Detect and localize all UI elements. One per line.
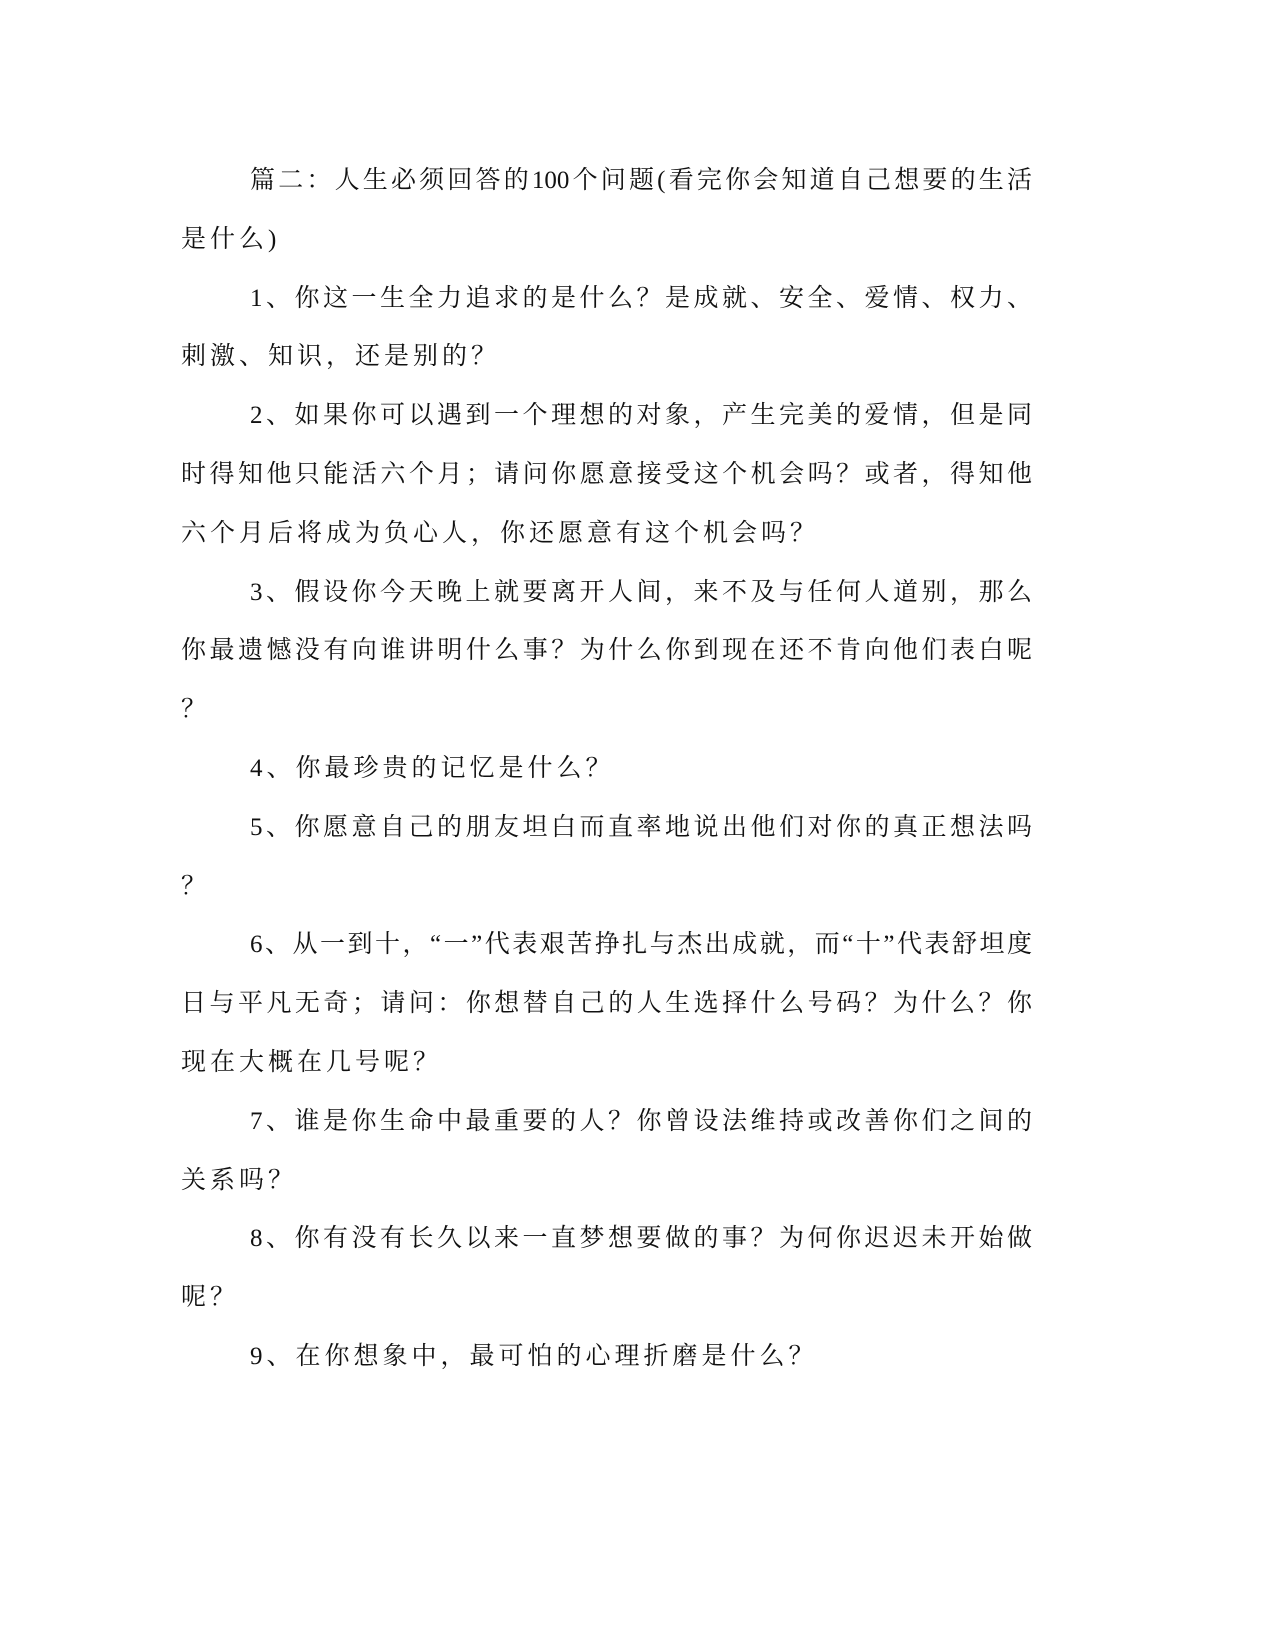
question-line: 9、在你想象中，最可怕的心理折磨是什么？ [250, 1342, 818, 1370]
question-line: ？ [181, 696, 211, 724]
question-line: 六个月后将成为负心人，你还愿意有这个机会吗？ [181, 519, 820, 547]
question-5 [181, 799, 1032, 917]
question-line: 日与平凡无奇；请问：你想替自己的人生选择什么号码？为什么？你 [181, 990, 1032, 1018]
question-line: 关系吗？ [181, 1166, 298, 1194]
question-line: 时得知他只能活六个月；请问你愿意接受这个机会吗？或者，得知他 [181, 460, 1032, 488]
question-line: 7、谁是你生命中最重要的人？你曾设法维持或改善你们之间的 [250, 1107, 1032, 1135]
question-line: 2、如果你可以遇到一个理想的对象，产生完美的爱情，但是同 [250, 402, 1032, 430]
question-2 [181, 387, 1032, 563]
question-line: ？ [181, 872, 211, 900]
question-8 [181, 1210, 1032, 1328]
title-line: 是什么) [181, 225, 281, 253]
question-1 [181, 270, 1032, 388]
question-line: 呢？ [181, 1284, 240, 1312]
title-line: 篇二：人生必须回答的100个问题(看完你会知道自己想要的生活 [250, 167, 1032, 194]
question-line: 你最遗憾没有向谁讲明什么事？为什么你到现在还不肯向他们表白呢 [181, 637, 1032, 665]
question-line: 4、你最珍贵的记忆是什么？ [250, 754, 615, 782]
question-line: 5、你愿意自己的朋友坦白而直率地说出他们对你的真正想法吗 [250, 813, 1032, 841]
question-3 [181, 564, 1032, 740]
question-6 [181, 916, 1032, 1092]
question-line: 1、你这一生全力追求的是什么？是成就、安全、爱情、权力、 [250, 284, 1032, 312]
question-line: 3、假设你今天晚上就要离开人间，来不及与任何人道别，那么 [250, 578, 1032, 606]
document-page [181, 152, 1032, 1387]
question-4 [181, 740, 1032, 799]
question-line: 8、你有没有长久以来一直梦想要做的事？为何你迟迟未开始做 [250, 1225, 1032, 1253]
question-line: 6、从一到十，“一”代表艰苦挣扎与杰出成就，而“十”代表舒坦度 [250, 931, 1032, 959]
question-line: 现在大概在几号呢？ [181, 1048, 443, 1076]
question-9 [181, 1328, 1032, 1387]
question-7 [181, 1093, 1032, 1211]
document-title [181, 152, 1032, 270]
question-line: 刺激、知识，还是别的？ [181, 343, 501, 371]
